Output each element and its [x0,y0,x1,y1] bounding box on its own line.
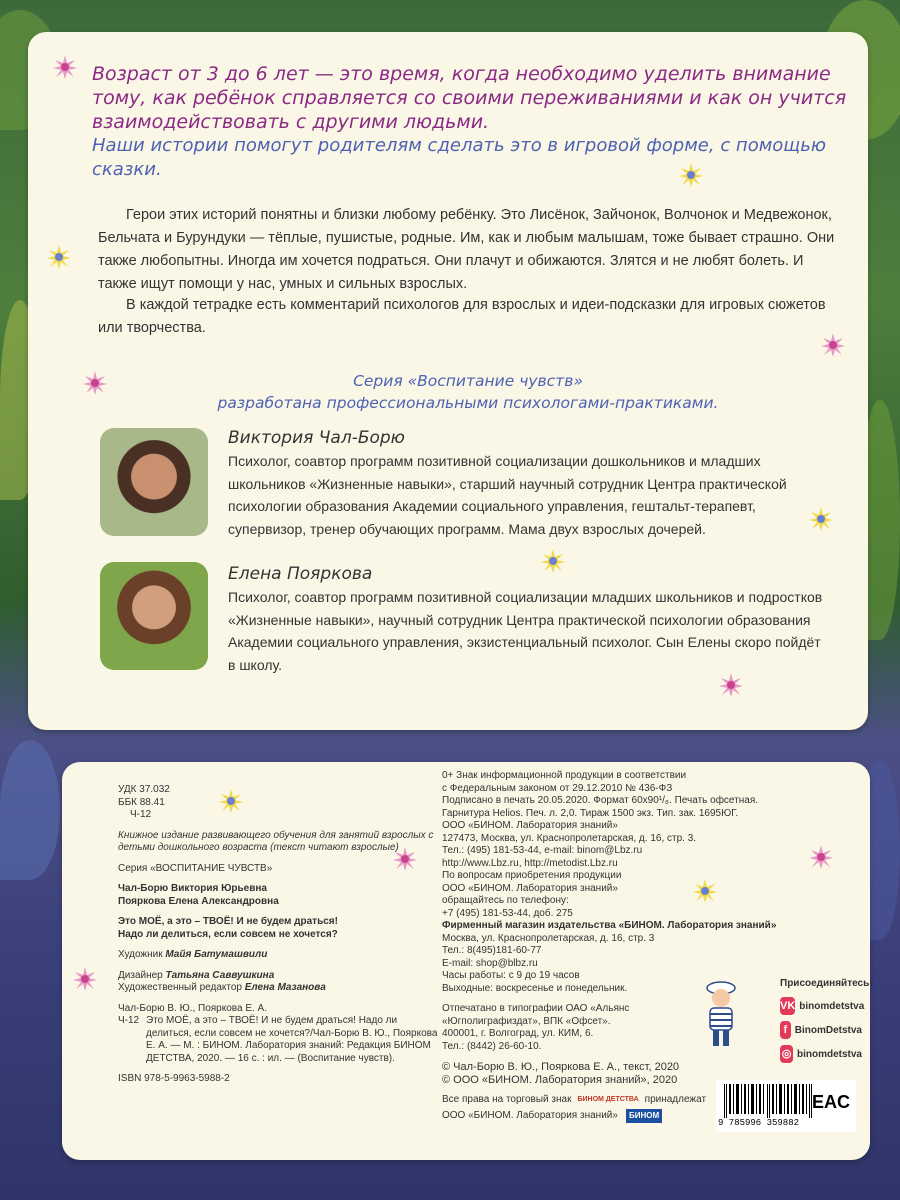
printed-3: 400001, г. Волгоград, ул. КИМ, 6. [442,1028,594,1039]
art-editor-name: Елена Мазанова [244,982,326,993]
print-info-1: Подписано в печать 20.05.2020. Формат 60х90¹/₈. Печать офсетная. [442,795,759,806]
citation-ch: Ч-12 [118,1015,140,1026]
info-sign-1: 0+ Знак информационной продукции в соответствии [442,770,687,781]
citation-text: Это МОЁ, а это – ТВОЁ! И не будем драться! Надо ли делиться, если совсем не хочется?/Чал-Борю В. Ю., Пояркова Е. А. — М. : БИНОМ. Лаборатория знаний: Редакция БИНОМ ДЕТСТВА, 2020. — 16 с. : ил. — (Воспитание чувств). [146,1015,438,1064]
rights-1: Все права на торговый знак [442,1094,572,1105]
bbk: ББК 88.41 [118,796,165,808]
book-title: Это МОЁ, а это – ТВОЁ! И не будем драться! [118,916,338,927]
shop-address: Москва, ул. Краснопролетарская, д. 16, стр. 3 [442,932,655,944]
join-label: Присоединяйтесь! [780,978,873,989]
rights-2: принадлежат [644,1094,707,1105]
author-bio: Психолог, соавтор программ позитивной социализации младших школьников и подростков «Жизненные навыки», научный сотрудник Центра практической психологии образования Академии социального управления, экзистенциальный психолог. Сын Елены скоро пойдёт в школу. [228,589,823,673]
publisher-phone: Тел.: (495) 181-53-44, e-mail: binom@Lbz.ru [442,845,643,856]
designer-label: Дизайнер [118,969,163,981]
series-label: Серия «ВОСПИТАНИЕ ЧУВСТВ» [118,862,273,874]
purchase-1: По вопросам приобретения продукции [442,870,622,881]
ch-code: Ч-12 [130,809,152,820]
purchase-3: обращайтесь по телефону: [442,895,569,906]
description-panel [28,32,868,730]
flower-icon [678,162,704,188]
social-block [752,978,873,1069]
facebook-icon: f [780,1021,791,1039]
art-editor-label: Художественный редактор [118,982,242,993]
flower-icon [72,966,98,992]
flower-icon [820,332,846,358]
author-bio: Психолог, соавтор программ позитивной социализации дошкольников и младших школьников «Жизненные навыки», старший научный сотрудник Центра практической психологии образования Академии социального управления, гештальт-терапевт, супервизор, тренер обучающих программ. Мама двух взрослых дочерей. [228,453,787,537]
intro-text: Возраст от 3 до 6 лет — это время, когда необходимо уделить внимание тому, как ребёнок справляется со своими переживаниями и как он учится взаимодействовать с другими людьми. [92,63,847,133]
publisher-address: 127473, Москва, ул. Краснопролетарская, д. 16, стр. 3. [442,832,697,844]
copyright-1: © Чал-Борю В. Ю., Пояркова Е. А., текст, 2020 [442,1061,680,1073]
series-note [88,370,848,414]
print-info-2: Гарнитура Helios. Печ. л. 2,0. Тираж 1500 экз. Тип. зак. 1695ЮГ. [442,807,739,819]
instagram-handle: binomdetstva [796,1048,862,1060]
purchase-4: +7 (495) 181-53-44, доб. 275 [442,907,573,919]
shop-days-off: Выходные: воскресенье и понедельник. [442,982,628,994]
facebook-link[interactable] [780,1021,862,1039]
author-photo-chal-boryu [100,428,208,536]
author-full-1: Чал-Борю Виктория Юрьевна [118,883,267,894]
binom-detstva-logo: БИНОМ ДЕТСТВА [577,1096,639,1103]
vk-handle: binomdetstva [799,1000,865,1012]
udk: УДК 37.032 [118,784,170,795]
book-subtitle: Надо ли делиться, если совсем не хочется? [118,928,338,940]
shop-phone: Тел.: 8(495)181-60-77 [442,945,542,956]
printed-2: «Югполиграфиздат», ВПК «Офсет». [442,1015,611,1027]
author-photo-poyarkova [100,562,208,670]
citation-authors: Чал-Борю В. Ю., Пояркова Е. А. [118,1002,268,1014]
printed-1: Отпечатано в типографии ОАО «Альянс [442,1003,630,1014]
copyright-2: © ООО «БИНОМ. Лаборатория знаний», 2020 [442,1073,678,1086]
shop-title: Фирменный магазин издательства «БИНОМ. Лаборатория знаний» [442,920,777,931]
notebook-paragraph: В каждой тетрадке есть комментарий психологов для взрослых и идеи-подсказки для игровых сюжетов или творчества. [98,297,826,336]
flower-icon [46,244,72,270]
author-name: Елена Пояркова [228,564,373,584]
publisher-web: http://www.Lbz.ru, http://metodist.Lbz.ru [442,857,618,869]
flower-icon [218,788,244,814]
sailor-mascot [696,976,746,1052]
barcode [716,1080,856,1132]
eac-mark: EAC [811,1092,850,1112]
info-sign-2: с Федеральным законом от 29.12.2010 № 436-ФЗ [442,782,673,794]
facebook-handle: BinomDetstva [794,1024,862,1036]
designer-name: Татьяна Саввушкина [165,969,275,981]
illustrator-label: Художник [118,949,163,960]
shop-hours: Часы работы: с 9 до 19 часов [442,970,580,981]
publisher-org: ООО «БИНОМ. Лаборатория знаний» [442,820,618,831]
purchase-2: ООО «БИНОМ. Лаборатория знаний» [442,882,618,894]
binom-logo: БИНОМ [626,1109,662,1124]
imprint-left-column [118,784,438,1086]
illustrator-name: Майя Батумашвили [165,949,268,960]
imprint-panel [62,762,873,1160]
imprint-right-column [442,770,782,1123]
flower-icon [392,846,418,872]
author-name: Виктория Чал-Борю [228,428,405,448]
flower-icon [808,506,834,532]
intro-subtext: Наши истории помогут родителям сделать это в игровой форме, с помощью сказки. [92,135,827,180]
flower-icon [692,878,718,904]
flower-icon [82,370,108,396]
barcode-bars [724,1084,812,1118]
flower-icon [718,672,744,698]
flower-icon [808,844,834,870]
instagram-icon: ◎ [780,1045,793,1063]
barcode-number: 9 785996 359882 [718,1118,800,1128]
author-full-2: Пояркова Елена Александровна [118,895,279,907]
instagram-link[interactable] [780,1045,862,1063]
edition-type: Книжное издание развивающего обучения для занятий взрослых с детьми дошкольного возраста (текст читают взрослые) [118,829,434,853]
printed-4: Тел.: (8442) 26-60-10. [442,1040,542,1052]
flower-icon [52,54,78,80]
rights-3: ООО «БИНОМ. Лаборатория знаний» [442,1109,618,1121]
shop-email: E-mail: shop@blbz.ru [442,957,538,969]
series-note-line2: разработана профессиональными психологами-практиками. [217,394,719,412]
series-note-line1: Серия «Воспитание чувств» [353,372,583,390]
vk-icon: VK [780,997,795,1015]
heroes-paragraph: Герои этих историй понятны и близки любому ребёнку. Это Лисёнок, Зайчонок, Волчонок и Медвежонок, Бельчата и Бурундуки — тёплые, пушистые, родные. Им, как и любым малышам, тоже бывает страшно. Они также любопытны. Иногда им хочется подраться. Они плачут и обижаются. Злятся и не любят болеть. И также ищут помощи у нас, умных и сильных взрослых. [98,207,835,292]
vk-link[interactable] [780,997,865,1015]
isbn: ISBN 978-5-9963-5988-2 [118,1073,230,1084]
flower-icon [540,548,566,574]
